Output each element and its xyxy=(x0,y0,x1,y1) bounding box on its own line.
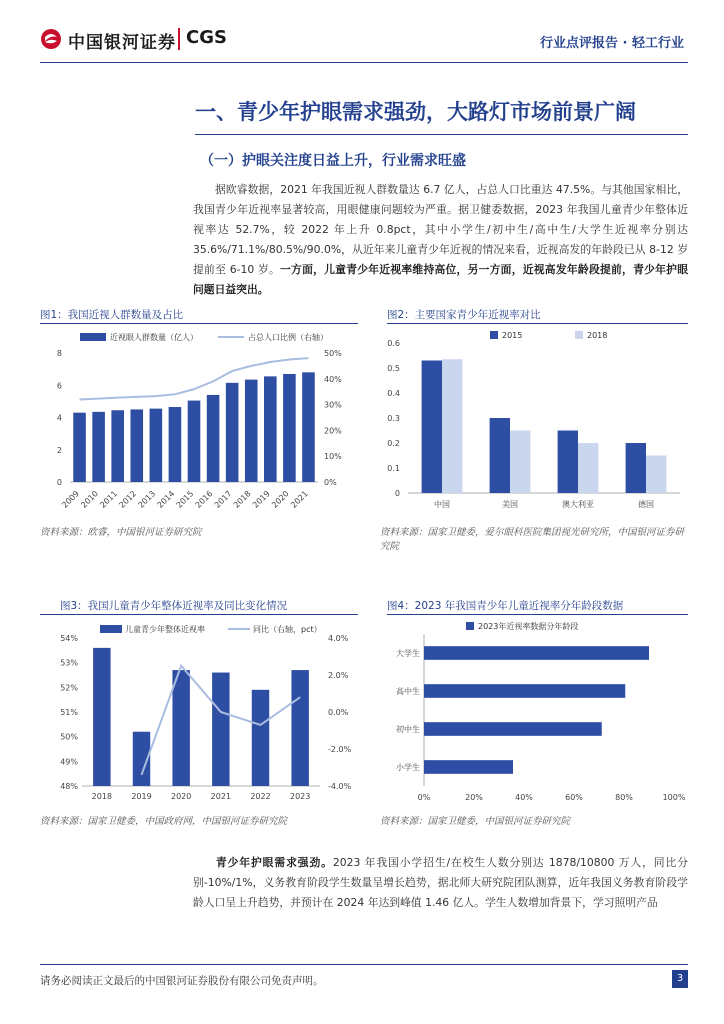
fig1-y2tick: 40% xyxy=(324,374,342,384)
fig1-source: 资料来源：欧睿，中国银河证券研究院 xyxy=(40,527,202,538)
fig2-source: 资料来源：国家卫健委，爱尔眼科医院集团视光研究所，中国银河证券研究院 xyxy=(380,527,685,552)
fig2-xtick: 德国 xyxy=(638,500,654,509)
fig3-y2tick: 2.0% xyxy=(328,671,349,680)
fig2-ytick: 0.2 xyxy=(387,439,400,448)
fig4-ytick: 高中生 xyxy=(396,687,420,696)
fig3-xtick: 2023 xyxy=(289,792,311,801)
fig3-bar xyxy=(212,673,229,786)
demand-text: 2023 年我国小学招生/在校生人数分别达 1878/10800 万人，同比分别-10%/1%，义务教育阶段学生数量呈增长趋势，据北师大研究院团队测算，近年我国义务教育阶段学龄人口呈上升趋势，并预计在 2024 年达到峰值 1.46 亿人。学生人数增加背景下，学习照明产品 xyxy=(193,856,688,909)
fig3-xtick: 2021 xyxy=(210,792,232,801)
fig1-bar xyxy=(207,395,220,482)
logo-text-en: CGS xyxy=(186,27,227,48)
fig3-ytick: 53% xyxy=(60,658,78,668)
fig1-bar xyxy=(245,380,258,482)
fig3-ytick: 50% xyxy=(60,732,78,742)
fig2-ytick: 0.1 xyxy=(387,464,400,473)
fig1-xtick: 2020 xyxy=(270,489,291,510)
intro-text: 据欧睿数据，2021 年我国近视人群数量达 6.7 亿人，占总人口比重达 47.5%。与其他国家相比，我国青少年近视率显著较高，用眼健康问题较为严重。据卫健委数据，2023 年我国儿童青少年整体近视率达 52.7%，较 2022 年上升 0.8pct，其中小学生/初中生/高中生/大学生近视率分别达 35.6%/71.1%/80.5%/90.0%，从近年来儿童青少年近视的情况来看，近视高发的年龄段已从 8-12 岁提前至 6-10 岁。 xyxy=(193,183,688,276)
fig4-bar xyxy=(424,646,649,660)
fig1-ytick: 6 xyxy=(56,381,62,391)
fig1-xtick: 2011 xyxy=(98,489,120,510)
fig3-bar xyxy=(93,648,110,786)
fig1-xtick: 2018 xyxy=(231,489,253,510)
fig1-ytick: 4 xyxy=(56,413,62,423)
fig4-xtick: 60% xyxy=(565,793,583,802)
fig1-xtick: 2009 xyxy=(60,489,81,510)
fig1-xtick: 2013 xyxy=(136,489,158,510)
fig1-xtick: 2014 xyxy=(155,489,177,510)
fig4-legend-swatch xyxy=(466,622,474,630)
fig4-legend-label: 2023年近视率数据分年龄段 xyxy=(478,622,579,631)
fig2-legend-swatch-2018 xyxy=(575,331,583,339)
fig2-ytick: 0.4 xyxy=(387,389,400,398)
subsection-title: （一）护眼关注度日益上升，行业需求旺盛 xyxy=(200,153,466,169)
fig1-title: 图1：我国近视人群数量及占比 xyxy=(40,309,184,321)
fig3-ytick: 49% xyxy=(60,757,78,767)
fig2-title-divider xyxy=(387,323,688,324)
fig2-bar-2018 xyxy=(646,456,666,494)
fig4-xtick: 20% xyxy=(465,793,483,802)
fig1-chart xyxy=(40,327,358,522)
fig3-legend-line-label: 同比（右轴，pct） xyxy=(253,625,322,634)
fig3-bar xyxy=(252,690,269,786)
demand-lead: 青少年护眼需求强劲。 xyxy=(215,856,333,869)
fig4-source: 资料来源：国家卫健委，中国银河证券研究院 xyxy=(380,816,571,827)
fig4-xtick: 100% xyxy=(662,793,686,802)
header-divider xyxy=(40,62,688,63)
demand-paragraph xyxy=(193,853,688,913)
section-divider xyxy=(195,134,688,135)
fig4-bar xyxy=(424,684,625,698)
logo-separator xyxy=(178,28,180,50)
fig1-ytick: 8 xyxy=(56,349,62,358)
fig1-y2tick: 50% xyxy=(324,349,342,358)
fig1-xtick: 2012 xyxy=(117,489,139,510)
fig2-legend-label-2015: 2015 xyxy=(502,331,523,340)
fig1-y2tick: 10% xyxy=(324,452,342,462)
fig4-ytick: 初中生 xyxy=(396,725,420,734)
fig1-bar xyxy=(92,412,105,482)
fig4-chart xyxy=(380,618,688,813)
fig4-ytick: 小学生 xyxy=(396,763,420,772)
fig3-y2tick: -4.0% xyxy=(328,782,352,791)
fig4-bar xyxy=(424,722,602,736)
fig4-xtick: 0% xyxy=(417,793,431,802)
fig1-bar xyxy=(283,374,296,482)
fig2-title: 图2：主要国家青少年近视率对比 xyxy=(387,309,541,321)
fig3-y2tick: 4.0% xyxy=(328,634,349,643)
fig2-xtick: 澳大利亚 xyxy=(562,500,594,509)
report-category: 行业点评报告 · 轻工行业 xyxy=(540,36,684,51)
fig2-bar-2015 xyxy=(558,431,578,494)
fig1-legend-line-label: 占总人口比例（右轴） xyxy=(248,333,328,342)
fig1-bar xyxy=(226,383,239,482)
fig1-xtick: 2016 xyxy=(193,489,215,510)
fig1-y2tick: 20% xyxy=(324,426,342,436)
fig3-ytick: 51% xyxy=(60,708,78,717)
fig1-bar xyxy=(73,413,86,482)
fig1-bar xyxy=(188,401,201,482)
fig3-bar xyxy=(172,670,189,786)
fig4-ytick: 大学生 xyxy=(396,649,420,658)
fig2-bar-2015 xyxy=(422,361,442,494)
fig1-ytick: 2 xyxy=(56,445,62,455)
logo-text-cn: 中国银河证券 xyxy=(68,33,176,53)
fig3-xtick: 2020 xyxy=(170,792,192,801)
fig1-bar xyxy=(150,409,163,482)
fig3-legend-bar-swatch xyxy=(100,625,122,633)
fig1-xtick: 2017 xyxy=(212,489,234,510)
fig3-bar xyxy=(291,670,308,786)
intro-bold-conclusion: 一方面，儿童青少年近视率维持高位，另一方面，近视高发年龄段提前，青少年护眼问题日益突出。 xyxy=(193,263,688,296)
fig1-bar xyxy=(130,409,143,482)
fig2-bar-2015 xyxy=(626,443,646,493)
fig1-y2tick: 0% xyxy=(324,478,337,487)
fig2-bar-2018 xyxy=(578,443,598,493)
fig1-xtick: 2021 xyxy=(289,489,310,510)
intro-paragraph xyxy=(193,180,688,300)
section-title: 一、青少年护眼需求强劲，大路灯市场前景广阔 xyxy=(195,100,636,124)
footer-disclaimer: 请务必阅读正文最后的中国银河证券股份有限公司免责声明。 xyxy=(40,975,324,987)
fig3-chart xyxy=(40,618,358,813)
footer-divider xyxy=(40,964,688,965)
fig2-xtick: 中国 xyxy=(434,500,450,509)
fig2-bar-2018 xyxy=(510,431,530,494)
fig1-legend-bar-swatch xyxy=(80,333,106,341)
fig3-xtick: 2022 xyxy=(250,792,271,801)
fig3-title: 图3：我国儿童青少年整体近视率及同比变化情况 xyxy=(60,600,288,612)
fig1-bar xyxy=(169,407,182,482)
fig2-ytick: 0.5 xyxy=(387,364,400,373)
fig3-ytick: 48% xyxy=(60,782,78,791)
fig2-bar-2018 xyxy=(442,359,462,493)
fig4-title: 图4：2023 年我国青少年儿童近视率分年龄段数据 xyxy=(387,600,624,612)
fig2-ytick: 0 xyxy=(394,489,400,498)
fig4-xtick: 40% xyxy=(515,793,533,802)
fig3-ytick: 52% xyxy=(60,683,78,693)
page-number: 3 xyxy=(672,970,688,988)
fig2-ytick: 0.3 xyxy=(387,414,400,423)
fig4-title-divider xyxy=(387,614,688,615)
fig3-source: 资料来源：国家卫健委，中国政府网，中国银河证券研究院 xyxy=(40,816,288,827)
fig1-y2tick: 30% xyxy=(324,400,342,410)
fig2-xtick: 美国 xyxy=(502,500,518,509)
cgs-logo-icon xyxy=(40,28,62,50)
fig1-title-divider xyxy=(40,323,358,324)
fig3-legend-bar-label: 儿童青少年整体近视率 xyxy=(125,625,205,634)
fig2-bar-2015 xyxy=(490,418,510,493)
fig1-xtick: 2019 xyxy=(250,489,272,510)
fig1-ytick: 0 xyxy=(56,478,62,487)
fig3-y2tick: -2.0% xyxy=(328,745,352,754)
fig1-xtick: 2015 xyxy=(174,489,196,510)
fig3-ytick: 54% xyxy=(60,634,78,643)
fig1-bar xyxy=(302,372,315,482)
fig1-bar xyxy=(111,410,124,482)
fig3-title-divider xyxy=(40,614,358,615)
fig2-legend-label-2018: 2018 xyxy=(587,331,608,340)
fig2-chart xyxy=(380,327,688,522)
fig2-ytick: 0.6 xyxy=(387,339,400,348)
fig1-legend-bar-label: 近视眼人群数量（亿人） xyxy=(110,333,198,342)
fig3-xtick: 2018 xyxy=(91,792,113,801)
fig1-bar xyxy=(264,376,277,482)
fig1-xtick: 2010 xyxy=(79,489,101,510)
fig4-bar xyxy=(424,760,513,774)
fig4-xtick: 80% xyxy=(615,793,633,802)
fig3-xtick: 2019 xyxy=(131,792,152,801)
fig2-legend-swatch-2015 xyxy=(490,331,498,339)
fig3-y2tick: 0.0% xyxy=(328,708,349,717)
